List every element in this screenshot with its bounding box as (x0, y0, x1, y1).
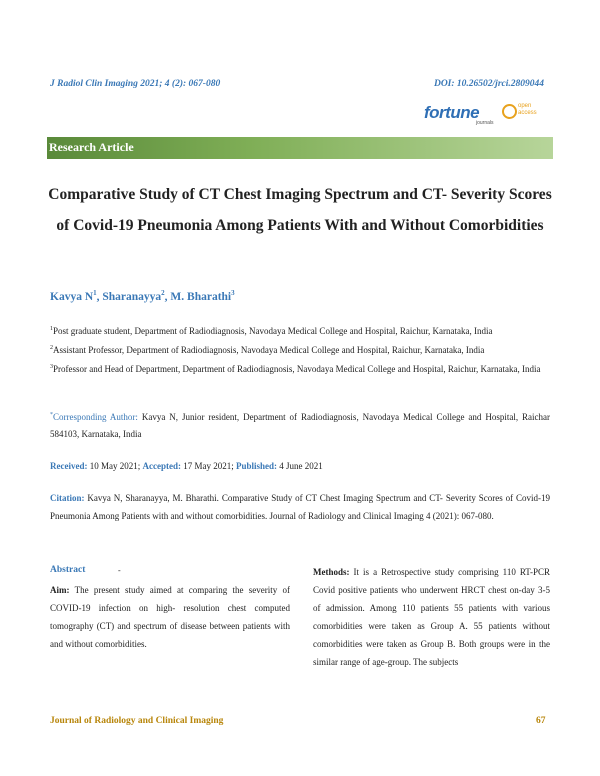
citation-label: Citation: (50, 493, 85, 503)
open-access-label: open access (518, 103, 537, 116)
journal-reference: J Radiol Clin Imaging 2021; 4 (2): 067-080 (50, 79, 221, 89)
doi-link[interactable]: DOI: 10.26502/jrci.2809044 (433, 79, 544, 89)
abstract-methods: Methods: It is a Retrospective study comprising 110 RT-PCR Covid positive patients who underwent HRCT chest on-day 3-5 of admission. Among 110 patients 55 patients with various comorbidities were taken as Group A. 55 patients without comorbidities were taken as Group B. Both groups were in the similar range of age-group. The subjects (313, 567, 550, 667)
author-name[interactable]: M. Bharathi (170, 290, 232, 303)
affiliation-2: $^2$Assistant Professor, Department of Radiodiagnosis, Navodaya Medical College and Hospital, Raichur, Karnataka, India (50, 345, 485, 355)
page-number: 67 (536, 716, 546, 726)
abstract-mark: - (118, 566, 121, 575)
logo-wordmark: fortune (424, 103, 480, 122)
author-sup: 3 (231, 289, 235, 297)
article-type-label: Research Article (49, 140, 134, 154)
footer-journal-name: Journal of Radiology and Clinical Imaging (50, 716, 224, 726)
article-type-banner (47, 137, 553, 159)
logo-subtext: journals (476, 120, 494, 126)
author-name[interactable]: Sharanayya (102, 290, 162, 303)
abstract-heading: Abstract (50, 565, 86, 575)
open-access-icon (502, 104, 517, 119)
citation: Citation: Kavya N, Sharanayya, M. Bharathi. Comparative Study of CT Chest Imaging Spectrum and CT- Severity Scores of Covid-19 Pneumonia Among Patients with and without comorbidities. Journal of Radiology and Clinical Imaging 4 (2021): 067-080. (50, 493, 550, 521)
corresponding-author: *Corresponding Author: Kavya N, Junior resident, Department of Radiodiagnosis, Navodaya Medical College and Hospital, Raichar 584103, Karnataka, India (50, 412, 550, 439)
author-list: Kavya $N^1$, Sharanayya$^2$, M. Bharathi$^3$ (50, 289, 235, 303)
author-sup: 2 (161, 289, 165, 297)
corresponding-label: Corresponding Author: (53, 412, 138, 422)
publication-dates: Received: 10 May 2021; Accepted: 17 May 2021; Published: 4 June 2021 (50, 461, 323, 471)
author-sup: 1 (93, 289, 97, 297)
fortune-open-access-logo (424, 99, 552, 129)
author-name[interactable]: Kavya N (50, 290, 94, 303)
affiliation-1: $^1$Post graduate student, Department of Radiodiagnosis, Navodaya Medical College and Hospital, Raichur, Karnataka, India (50, 326, 493, 336)
affiliation-3: $^3$Professor and Head of Department, Department of Radiodiagnosis, Navodaya Medical College and Hospital, Raichur, Karnataka, India (50, 364, 541, 374)
abstract-aim: Aim: The present study aimed at comparing the severity of COVID-19 infection on high- resolution chest computed tomography (CT) and spectrum of disease between patients with and without comorbidities. (50, 585, 290, 649)
article-title: Comparative Study of CT Chest Imaging Spectrum and CT- Severity Scores of Covid-19 Pneumonia Among Patients With and Without Comorbidities (48, 186, 552, 234)
